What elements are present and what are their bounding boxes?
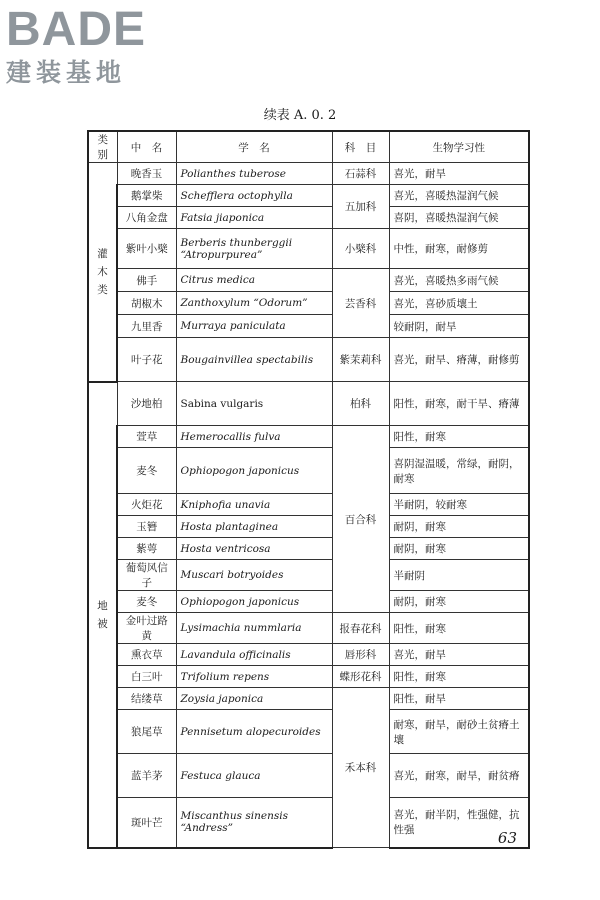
cn-name: 八角金盘 (117, 207, 176, 229)
latin-name: Pennisetum alopecuroides (176, 710, 332, 754)
latin-name: Bougainvillea spectabilis (176, 338, 332, 382)
logo (6, 4, 186, 88)
habit: 阳性，耐寒 (389, 666, 529, 688)
family: 芸香科 (332, 269, 389, 338)
latin-name: Kniphofia unavia (176, 494, 332, 516)
latin-name: Fatsia jiaponica (176, 207, 332, 229)
habit: 耐阴，耐寒 (389, 538, 529, 560)
latin-name: Sabina vulgaris (176, 382, 332, 426)
table-row (88, 798, 529, 848)
table-row (88, 538, 529, 560)
habit: 阳性，耐寒 (389, 426, 529, 448)
cn-name: 结缕草 (117, 688, 176, 710)
cn-name: 玉簪 (117, 516, 176, 538)
habit: 耐寒，耐旱，耐砂土贫瘠土壤 (389, 710, 529, 754)
family: 蝶形花科 (332, 666, 389, 688)
table-row (88, 516, 529, 538)
table-row (88, 207, 529, 229)
category-ground: 地被 (97, 599, 108, 630)
family: 禾本科 (332, 688, 389, 848)
habit: 喜光，耐旱 (389, 163, 529, 185)
family: 五加科 (332, 185, 389, 229)
habit: 喜光，耐旱 (389, 644, 529, 666)
latin-name: Festuca glauca (176, 754, 332, 798)
table-row (88, 688, 529, 710)
table-row (88, 754, 529, 798)
category-cell (88, 163, 117, 382)
table-row (88, 613, 529, 644)
cn-name: 紫萼 (117, 538, 176, 560)
latin-name: Schefflera octophylla (176, 185, 332, 207)
latin-name: Berberis thunberggii “Atropurpurea” (176, 229, 332, 269)
latin-name: Hosta ventricosa (176, 538, 332, 560)
category-cell (88, 382, 117, 848)
table-row (88, 269, 529, 292)
table-row (88, 494, 529, 516)
plant-table (87, 130, 530, 849)
table-row (88, 448, 529, 494)
cn-name: 蓝羊茅 (117, 754, 176, 798)
logo-text: BADE (6, 3, 147, 56)
cn-name: 熏衣草 (117, 644, 176, 666)
latin-name: Lavandula officinalis (176, 644, 332, 666)
habit: 较耐阴，耐旱 (389, 315, 529, 338)
habit: 喜阴，喜暖热湿润气候 (389, 207, 529, 229)
habit: 半耐阴，较耐寒 (389, 494, 529, 516)
cn-name: 叶子花 (117, 338, 176, 382)
table-row (88, 163, 529, 185)
header-habit: 生物学习性 (389, 131, 529, 163)
page-number: 63 (497, 829, 517, 847)
family: 小檗科 (332, 229, 389, 269)
table-row (88, 292, 529, 315)
latin-name: Muscari botryoides (176, 560, 332, 591)
cn-name: 葡萄风信子 (117, 560, 176, 591)
habit: 喜光，耐寒，耐旱，耐贫瘠 (389, 754, 529, 798)
cn-name: 胡椒木 (117, 292, 176, 315)
table-row (88, 315, 529, 338)
family: 百合科 (332, 426, 389, 613)
habit: 喜光，耐半阴，性强健，抗性强 (389, 798, 529, 848)
habit: 喜光，耐旱、瘠薄，耐修剪 (389, 338, 529, 382)
cn-name: 麦冬 (117, 448, 176, 494)
habit: 阳性，耐旱 (389, 688, 529, 710)
latin-name: Lysimachia nummlaria (176, 613, 332, 644)
header-cn: 中 名 (117, 131, 176, 163)
latin-name: Miscanthus sinensis “Andress” (176, 798, 332, 848)
cn-name: 麦冬 (117, 591, 176, 613)
header-category: 类别 (88, 131, 117, 163)
habit: 喜阴湿温暖，常绿，耐阴，耐寒 (389, 448, 529, 494)
table-row (88, 382, 529, 426)
header-latin: 学 名 (176, 131, 332, 163)
habit: 喜光，喜暖热湿润气候 (389, 185, 529, 207)
habit: 阳性，耐寒，耐干旱、瘠薄 (389, 382, 529, 426)
family: 报春花科 (332, 613, 389, 644)
cn-name: 沙地柏 (117, 382, 176, 426)
table-row (88, 185, 529, 207)
habit: 半耐阴 (389, 560, 529, 591)
latin-name: Citrus medica (176, 269, 332, 292)
cn-name: 狼尾草 (117, 710, 176, 754)
habit: 耐阴，耐寒 (389, 591, 529, 613)
cn-name: 萱草 (117, 426, 176, 448)
cn-name: 佛手 (117, 269, 176, 292)
cn-name: 火炬花 (117, 494, 176, 516)
table-caption: 续表 A. 0. 2 (263, 108, 337, 123)
family: 柏科 (332, 382, 389, 426)
habit: 阳性，耐寒 (389, 613, 529, 644)
table-row (88, 338, 529, 382)
latin-name: Polianthes tuberose (176, 163, 332, 185)
table-row (88, 426, 529, 448)
latin-name: Ophiopogon japonicus (176, 591, 332, 613)
latin-name: Zoysia japonica (176, 688, 332, 710)
habit: 喜光，喜砂质壤土 (389, 292, 529, 315)
cn-name: 斑叶芒 (117, 798, 176, 848)
family: 紫茉莉科 (332, 338, 389, 382)
latin-name: Hosta plantaginea (176, 516, 332, 538)
habit: 中性，耐寒，耐修剪 (389, 229, 529, 269)
cn-name: 金叶过路黄 (117, 613, 176, 644)
latin-name: Murraya paniculata (176, 315, 332, 338)
latin-name: Zanthoxylum “Odorum” (176, 292, 332, 315)
cn-name: 白三叶 (117, 666, 176, 688)
family: 唇形科 (332, 644, 389, 666)
table-row (88, 229, 529, 269)
table-row (88, 644, 529, 666)
table-row (88, 710, 529, 754)
latin-name: Hemerocallis fulva (176, 426, 332, 448)
cn-name: 紫叶小檗 (117, 229, 176, 269)
table-row (88, 560, 529, 591)
cn-name: 晚香玉 (117, 163, 176, 185)
cn-name: 鹅掌柴 (117, 185, 176, 207)
logo-subtitle: 建装基地 (6, 58, 127, 87)
latin-name: Ophiopogon japonicus (176, 448, 332, 494)
category-shrub: 灌木类 (97, 247, 108, 296)
header-family: 科 目 (332, 131, 389, 163)
latin-name: Trifolium repens (176, 666, 332, 688)
habit: 喜光，喜暖热多雨气候 (389, 269, 529, 292)
habit: 耐阴，耐寒 (389, 516, 529, 538)
cn-name: 九里香 (117, 315, 176, 338)
table-row (88, 591, 529, 613)
table-row (88, 666, 529, 688)
family: 石蒜科 (332, 163, 389, 185)
header-row (88, 131, 529, 163)
